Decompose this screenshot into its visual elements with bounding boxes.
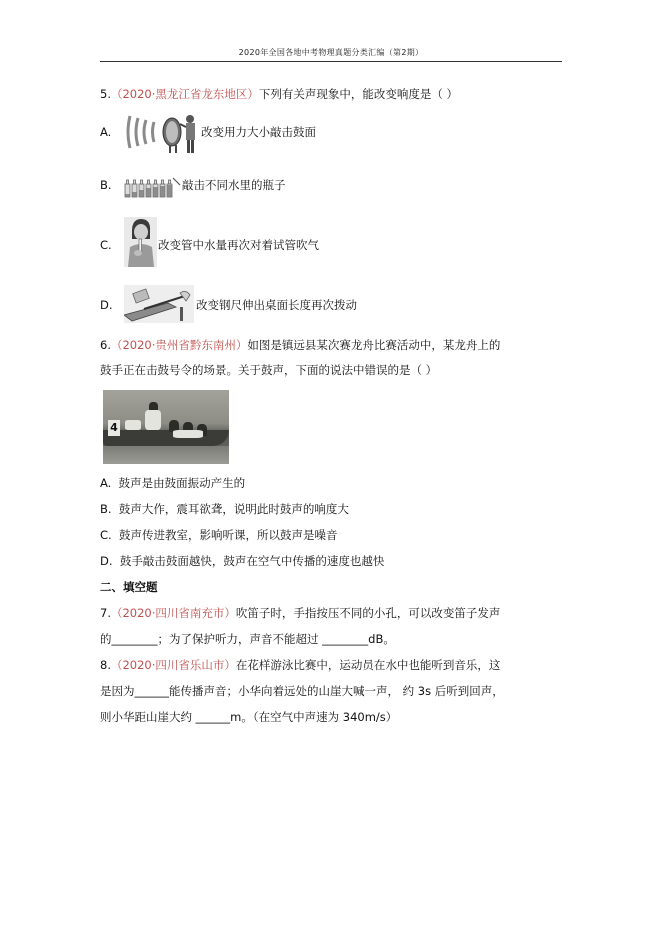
- option-c: [100, 528, 338, 542]
- question-6-stem-line2: 鼓手正在击鼓号令的场景。关于鼓声，下面的说法中错误的是（ ）: [100, 363, 438, 377]
- option-letter: D.: [100, 554, 113, 568]
- question-source: （2020·四川省乐山市）: [110, 658, 236, 672]
- question-text: 吹笛子时，手指按压不同的小孔，可以改变笛子发声: [235, 606, 501, 620]
- option-text: 改变钢尺伸出桌面长度再次拨动: [196, 298, 357, 312]
- question-7-line1: [100, 606, 500, 620]
- header-divider: [100, 61, 562, 62]
- question-number: 5.: [100, 87, 111, 101]
- dragon-boat-photo: [103, 390, 229, 464]
- question-text: 如图是镇远县某次赛龙舟比赛活动中，某龙舟上的: [247, 338, 501, 352]
- question-8-line3: 则小华距山崖大约 ______m。（在空气中声速为 340m/s）: [100, 710, 398, 724]
- drum-waves-image: [124, 110, 200, 154]
- question-source: （2020·黑龙江省龙东地区）: [110, 87, 259, 101]
- ruler-on-desk-image: [124, 285, 194, 323]
- question-8-line1: [100, 658, 500, 672]
- question-7-line2: 的________；为了保护听力，声音不能超过 ________dB。: [100, 632, 395, 646]
- question-text: 下列有关声现象中，能改变响度是（ ）: [258, 87, 459, 101]
- option-a: [100, 476, 245, 490]
- option-letter: C.: [100, 238, 112, 252]
- boat-number: 4: [108, 420, 120, 436]
- option-text: 鼓声是由鼓面振动产生的: [118, 476, 246, 490]
- option-letter: C.: [100, 528, 112, 542]
- question-number: 8.: [100, 658, 111, 672]
- option-text: 改变用力大小敲击鼓面: [201, 125, 316, 139]
- option-letter: B.: [100, 178, 112, 192]
- photo-boat: [103, 430, 229, 446]
- option-text: 鼓手敲击鼓面越快，鼓声在空气中传播的速度也越快: [119, 554, 385, 568]
- question-6-stem-line1: [100, 338, 500, 352]
- photo-water: [103, 446, 229, 464]
- question-source: （2020·贵州省黔东南州）: [110, 338, 248, 352]
- page-header: 2020年全国各地中考物理真题分类汇编（第2期）: [238, 48, 424, 57]
- option-text: 鼓声大作，震耳欲聋，说明此时鼓声的响度大: [118, 502, 349, 516]
- option-b: [100, 502, 349, 516]
- section-title: 二、填空题: [100, 580, 158, 594]
- option-letter: D.: [100, 298, 113, 312]
- question-number: 6.: [100, 338, 111, 352]
- option-text: 鼓声传进教室，影响听课，所以鼓声是噪音: [119, 528, 338, 542]
- question-text: 在花样游泳比赛中，运动员在水中也能听到音乐，这: [235, 658, 501, 672]
- photo-drum: [125, 420, 141, 430]
- option-letter: B.: [100, 502, 112, 516]
- question-source: （2020·四川省南充市）: [110, 606, 236, 620]
- photo-rowers-shirts: [173, 430, 203, 438]
- question-number: 7.: [100, 606, 111, 620]
- option-d: [100, 554, 384, 568]
- question-8-line2: 是因为______能传播声音；小华向着远处的山崖大喊一声， 约 3s 后听到回声，: [100, 684, 504, 698]
- question-5-stem: [100, 87, 458, 101]
- photo-drummer-body: [145, 410, 161, 430]
- option-letter: A.: [100, 476, 112, 490]
- option-text: 改变管中水量再次对着试管吹气: [158, 238, 319, 252]
- option-letter: A.: [100, 125, 112, 139]
- girl-blowing-tube-image: [124, 217, 157, 267]
- option-text: 敲击不同水里的瓶子: [182, 178, 286, 192]
- bottles-image: [124, 176, 181, 198]
